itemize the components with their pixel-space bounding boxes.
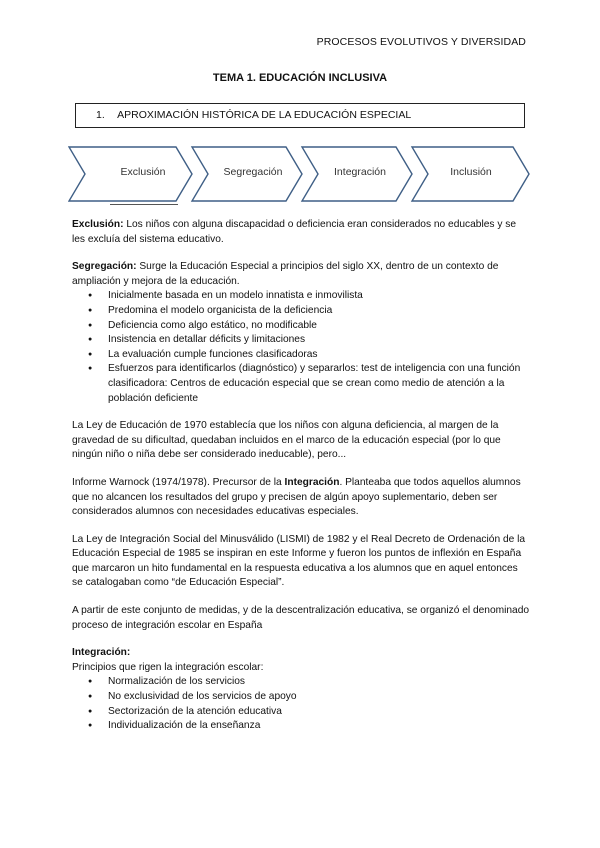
flow-step-exclusion: Exclusión <box>120 166 166 178</box>
list-item: ● Predomina el modelo organicista de la deficiencia <box>72 304 530 319</box>
segregacion-bullet-list <box>72 289 530 406</box>
list-item: ● Normalización de los servicios <box>72 675 530 690</box>
flow-step-inclusion: Inclusión <box>450 166 492 178</box>
term-exclusion: Exclusión: <box>72 219 124 230</box>
term-integracion: Integración <box>284 476 340 488</box>
paragraph-lismi: La Ley de Integración Social del Minusválido (LISMI) de 1982 y el Real Decreto de Ordenación de la Educación Especial de 1985 se inspiran en este Informe y fueron los puntos de inflexión en España que marcaron un hito fundamental en la respuesta educativa a los alumnos que en aquel entonces se catalogaban como “de Educación Especial”. <box>72 533 526 589</box>
list-item: ● Individualización de la enseñanza <box>72 719 530 734</box>
list-item: ● La evaluación cumple funciones clasificadoras <box>72 348 530 363</box>
text-warnock-pre: Informe Warnock (1974/1978). Precursor de la <box>72 476 285 488</box>
paragraph-integracion <box>72 646 530 675</box>
section-number: 1. <box>96 109 105 121</box>
list-item: ● Deficiencia como algo estático, no modificable <box>72 319 530 334</box>
paragraph-descentralizacion: A partir de este conjunto de medidas, y de la descentralización educativa, se organizó el denominado proceso de integración escolar en España <box>72 605 530 631</box>
flow-step-integracion: Integración <box>334 166 386 178</box>
heading-integracion: Integración: <box>72 647 131 659</box>
text-exclusion: Los niños con alguna discapacidad o deficiencia eran considerados no educables y se les excluía del sistema educativo. <box>72 219 516 245</box>
paragraph-segregacion <box>72 260 530 289</box>
list-item: ● No exclusividad de los servicios de apoyo <box>72 690 530 705</box>
section-label: APROXIMACIÓN HISTÓRICA DE LA EDUCACIÓN ESPECIAL <box>117 109 412 121</box>
document-body <box>72 218 530 747</box>
process-flow-diagram <box>68 146 530 202</box>
term-segregacion: Segregación: <box>72 261 137 273</box>
text-integracion-intro: Principios que rigen la integración escolar: <box>72 661 264 673</box>
integracion-bullet-list <box>72 675 530 733</box>
list-item: ● Sectorización de la atención educativa <box>72 705 530 720</box>
paragraph-warnock <box>72 476 530 520</box>
text-warnock-post: . Planteaba que todos aquellos alumnos que no alcancen los resultados del grupo y precisen de algún apoyo suplementario, deben ser considerados alumnos con necesidades educativas especiales. <box>72 476 521 518</box>
flow-step-segregacion: Segregación <box>223 166 283 178</box>
list-item: ● Inicialmente basada en un modelo innatista e inmovilista <box>72 289 530 304</box>
running-header: PROCESOS EVOLUTIVOS Y DIVERSIDAD <box>316 36 526 48</box>
flow-underline <box>110 204 178 205</box>
list-item: ● Insistencia en detallar déficits y limitaciones <box>72 333 530 348</box>
paragraph-exclusion <box>72 218 530 247</box>
paragraph-ley-1970: La Ley de Educación de 1970 establecía que los niños con alguna deficiencia, al margen de la gravedad de su dificultad, quedaban incluidos en el marco de la educación especial (por lo que ningún niño o niña debe ser considerado ineducable), pero... <box>72 420 501 461</box>
list-item: ● Esfuerzos para identificarlos (diagnóstico) y separarlos: test de inteligencia con una función clasificadora: Centros de educación especial que se crean como medio de atención a la población deficiente <box>72 362 530 406</box>
section-heading-box <box>75 103 525 128</box>
text-segregacion: Surge la Educación Especial a principios del siglo XX, dentro de un contexto de ampliación y mejora de la educación. <box>72 261 499 287</box>
page-title: TEMA 1. EDUCACIÓN INCLUSIVA <box>212 72 388 84</box>
